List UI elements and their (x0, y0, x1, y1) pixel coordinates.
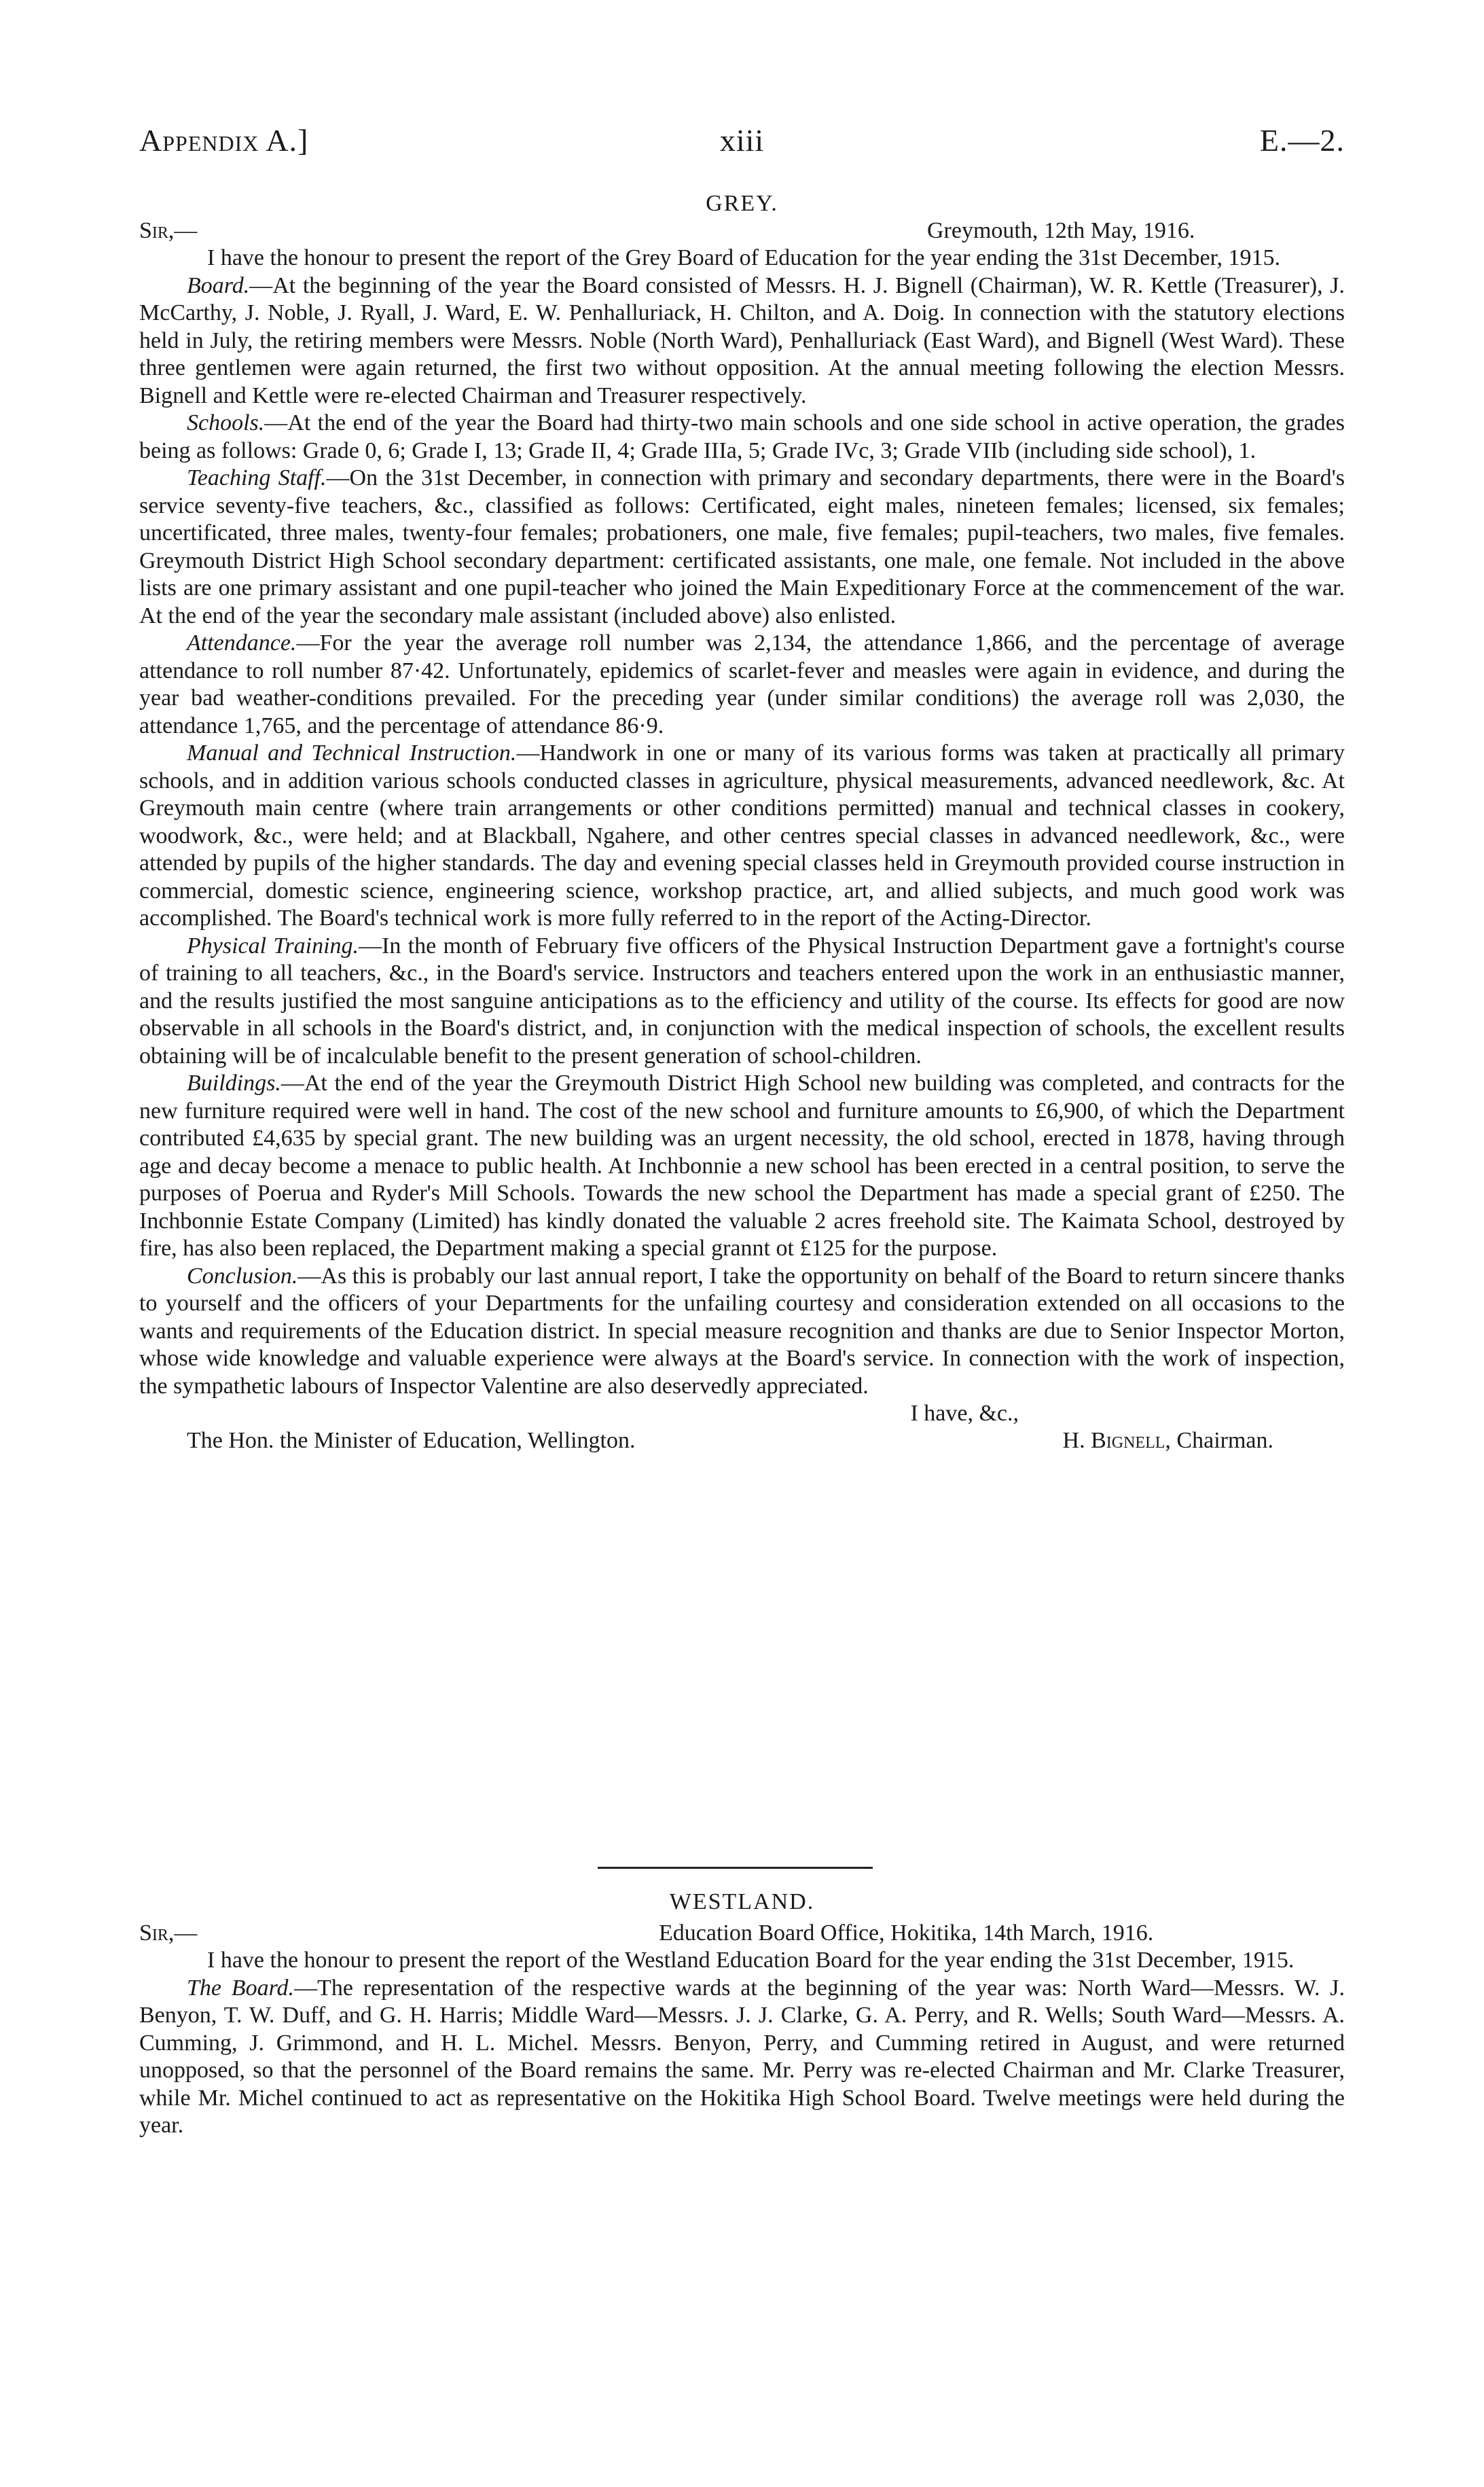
grey-paragraph-schools (139, 410, 1345, 465)
westland-report (139, 1889, 1345, 2140)
grey-paragraph-conclusion (139, 1263, 1345, 1401)
paragraph-text: —Handwork in one or many of its various forms was taken at practically all primary schools, and in addition various schools conducted classes in agriculture, physical measurements, advanced needlework, &c. At Greymouth main centre (where train arrangements or other conditions permitted) manual and technical classes in cookery, woodwork, &c., were held; and at Blackball, Ngahere, and other centres special classes in advanced needlework, &c., were attended by pupils of the higher standards. The day and evening special classes held in Greymouth provided course instruction in commercial, domestic science, engineering science, workshop practice, art, and allied subjects, and much good work was accomplished. The Board's technical work is more fully referred to in the report of the Acting-Director. (139, 740, 1345, 931)
paragraph-heading: Teaching Staff. (187, 465, 327, 490)
header-page-number: xiii (719, 123, 765, 158)
paragraph-heading: Conclusion. (187, 1263, 298, 1289)
paragraph-heading: The Board. (187, 1975, 295, 2001)
paragraph-heading: Schools. (187, 410, 265, 435)
paragraph-text: —On the 31st December, in connection with primary and secondary departments, there were in the Board's service seventy-five teachers, &c., classified as follows: Certificated, eight males, nineteen females; licensed, six females; uncertificated, three males, twenty-four females; probationers, one male, five females; pupil-teachers, two males, five females. Greymouth District High School secondary department: certificated assistants, one male, one female. Not included in the above lists are one primary assistant and one pupil-teacher who joined the Main Expeditionary Force at the commencement of the war. At the end of the year the secondary male assistant (included above) also enlisted. (139, 465, 1345, 628)
grey-paragraph-attendance (139, 630, 1345, 740)
grey-signatory (1063, 1427, 1273, 1455)
header-document-ref: E.—2. (1259, 123, 1345, 158)
paragraph-text: —At the end of the year the Board had thirty-two main schools and one side school in active operation, the grades being as follows: Grade 0, 6; Grade I, 13; Grade II, 4; Grade IIIa, 5; Grade IVc, 3; Grade VIIb (including side school), 1. (139, 410, 1345, 463)
westland-intro: I have the honour to present the report of the Westland Education Board for the year ending the 31st December, 1915. (207, 1948, 1295, 1973)
header-appendix: Appendix A.] (139, 123, 309, 158)
westland-paragraph-board (139, 1975, 1345, 2140)
paragraph-text: —In the month of February five officers of the Physical Instruction Department gave a fortnight's course of training to all teachers, &c., in the Board's service. Instructors and teachers entered upon the work in an enthusiastic manner, and the results justified the most sanguine anticipations as to the efficiency and utility of the course. Its effects for good are now observable in all schools in the Board's district, and, in conjunction with the medical inspection of schools, the excellent results obtaining will be of incalculable benefit to the present generation of school-children. (139, 933, 1345, 1069)
paragraph-text: —For the year the average roll number was 2,134, the attendance 1,866, and the percentage of average attendance to roll number 87·42. Unfortunately, epidemics of scarlet-fever and measles were again in evidence, and during the year bad weather-conditions prevailed. For the preceding year (under similar conditions) the average roll was 2,030, the attendance 1,765, and the percentage of attendance 86·9. (139, 630, 1345, 738)
westland-salutation: Sir,— (139, 1920, 198, 1946)
paragraph-heading: Physical Training. (187, 933, 359, 959)
grey-paragraph-physical-training (139, 933, 1345, 1071)
section-divider (598, 1867, 873, 1869)
grey-addressee: The Hon. the Minister of Education, Wellington. (187, 1428, 636, 1453)
signatory-title: , Chairman. (1165, 1428, 1273, 1453)
signatory-name: H. Bignell (1062, 1428, 1165, 1453)
grey-paragraph-board (139, 272, 1345, 410)
paragraph-text: —The representation of the respective wards at the beginning of the year was: North Ward—Messrs. W. J. Benyon, T. W. Duff, and G. H. Harris; Middle Ward—Messrs. J. J. Clarke, G. A. Perry, and R. Wells; South Ward—Messrs. A. Cumming, J. Grimmond, and H. L. Michel. Messrs. Benyon, Perry, and Cumming retired in August, and were returned unopposed, so that the personnel of the Board remains the same. Mr. Perry was re-elected Chairman and Mr. Clarke Treasurer, while Mr. Michel continued to act as representative on the Hokitika High School Board. Twelve meetings were held during the year. (139, 1975, 1345, 2138)
grey-closing: I have, &c., (910, 1401, 1019, 1426)
westland-salutation-row (139, 1920, 1345, 1947)
paragraph-heading: Manual and Technical Instruction. (187, 740, 517, 766)
grey-dateline: Greymouth, 12th May, 1916. (927, 218, 1195, 243)
grey-intro: I have the honour to present the report of the Grey Board of Education for the year ending the 31st December, 1915. (207, 245, 1281, 270)
grey-paragraph-manual-technical (139, 740, 1345, 933)
westland-dateline: Education Board Office, Hokitika, 14th March, 1916. (659, 1920, 1154, 1946)
running-header (139, 122, 1345, 163)
grey-report (139, 190, 1345, 1454)
paragraph-heading: Board. (187, 272, 250, 298)
grey-salutation: Sir,— (139, 218, 198, 243)
grey-closing-row (139, 1400, 1345, 1427)
grey-paragraph-teaching-staff (139, 465, 1345, 630)
paragraph-text: —At the end of the year the Greymouth District High School new building was completed, and contracts for the new furniture required were well in hand. The cost of the new school and furniture amounts to £6,900, of which the Department contributed £4,635 by special grant. The new building was an urgent necessity, the old school, erected in 1878, having through age and decay become a menace to public health. At Inchbonnie a new school has been erected in a central position, to serve the purposes of Poerua and Ryder's Mill Schools. Towards the new school the Department has made a special grant of £250. The Inchbonnie Estate Company (Limited) has kindly donated the valuable 2 acres freehold site. The Kaimata School, destroyed by fire, has also been replaced, the Department making a special grannt ot £125 for the purpose. (139, 1071, 1345, 1261)
paragraph-heading: Attendance. (187, 630, 297, 656)
grey-title: GREY. (706, 191, 778, 216)
westland-title: WESTLAND. (669, 1889, 815, 1914)
grey-signature-row (139, 1427, 1345, 1454)
paragraph-text: —At the beginning of the year the Board consisted of Messrs. H. J. Bignell (Chairman), W. R. Kettle (Treasurer), J. McCarthy, J. Noble, J. Ryall, J. Ward, E. W. Penhalluriack, H. Chilton, and A. Doig. In connection with the statutory elections held in July, the retiring members were Messrs. Noble (North Ward), Penhalluriack (East Ward), and Bignell (West Ward). These three gentlemen were again returned, the first two without opposition. At the annual meeting following the election Messrs. Bignell and Kettle were re-elected Chairman and Treasurer respectively. (139, 272, 1345, 408)
grey-salutation-row (139, 217, 1345, 245)
paragraph-text: —As this is probably our last annual report, I take the opportunity on behalf of the Board to return sincere thanks to yourself and the officers of your Departments for the unfailing courtesy and consideration extended on all occasions to the wants and requirements of the Education district. In special measure recognition and thanks are due to Senior Inspector Morton, whose wide knowledge and valuable experience were always at the Board's service. In connection with the work of inspection, the sympathetic labours of Inspector Valentine are also deservedly appreciated. (139, 1263, 1345, 1399)
paragraph-heading: Buildings. (187, 1071, 281, 1096)
grey-paragraph-buildings (139, 1070, 1345, 1263)
